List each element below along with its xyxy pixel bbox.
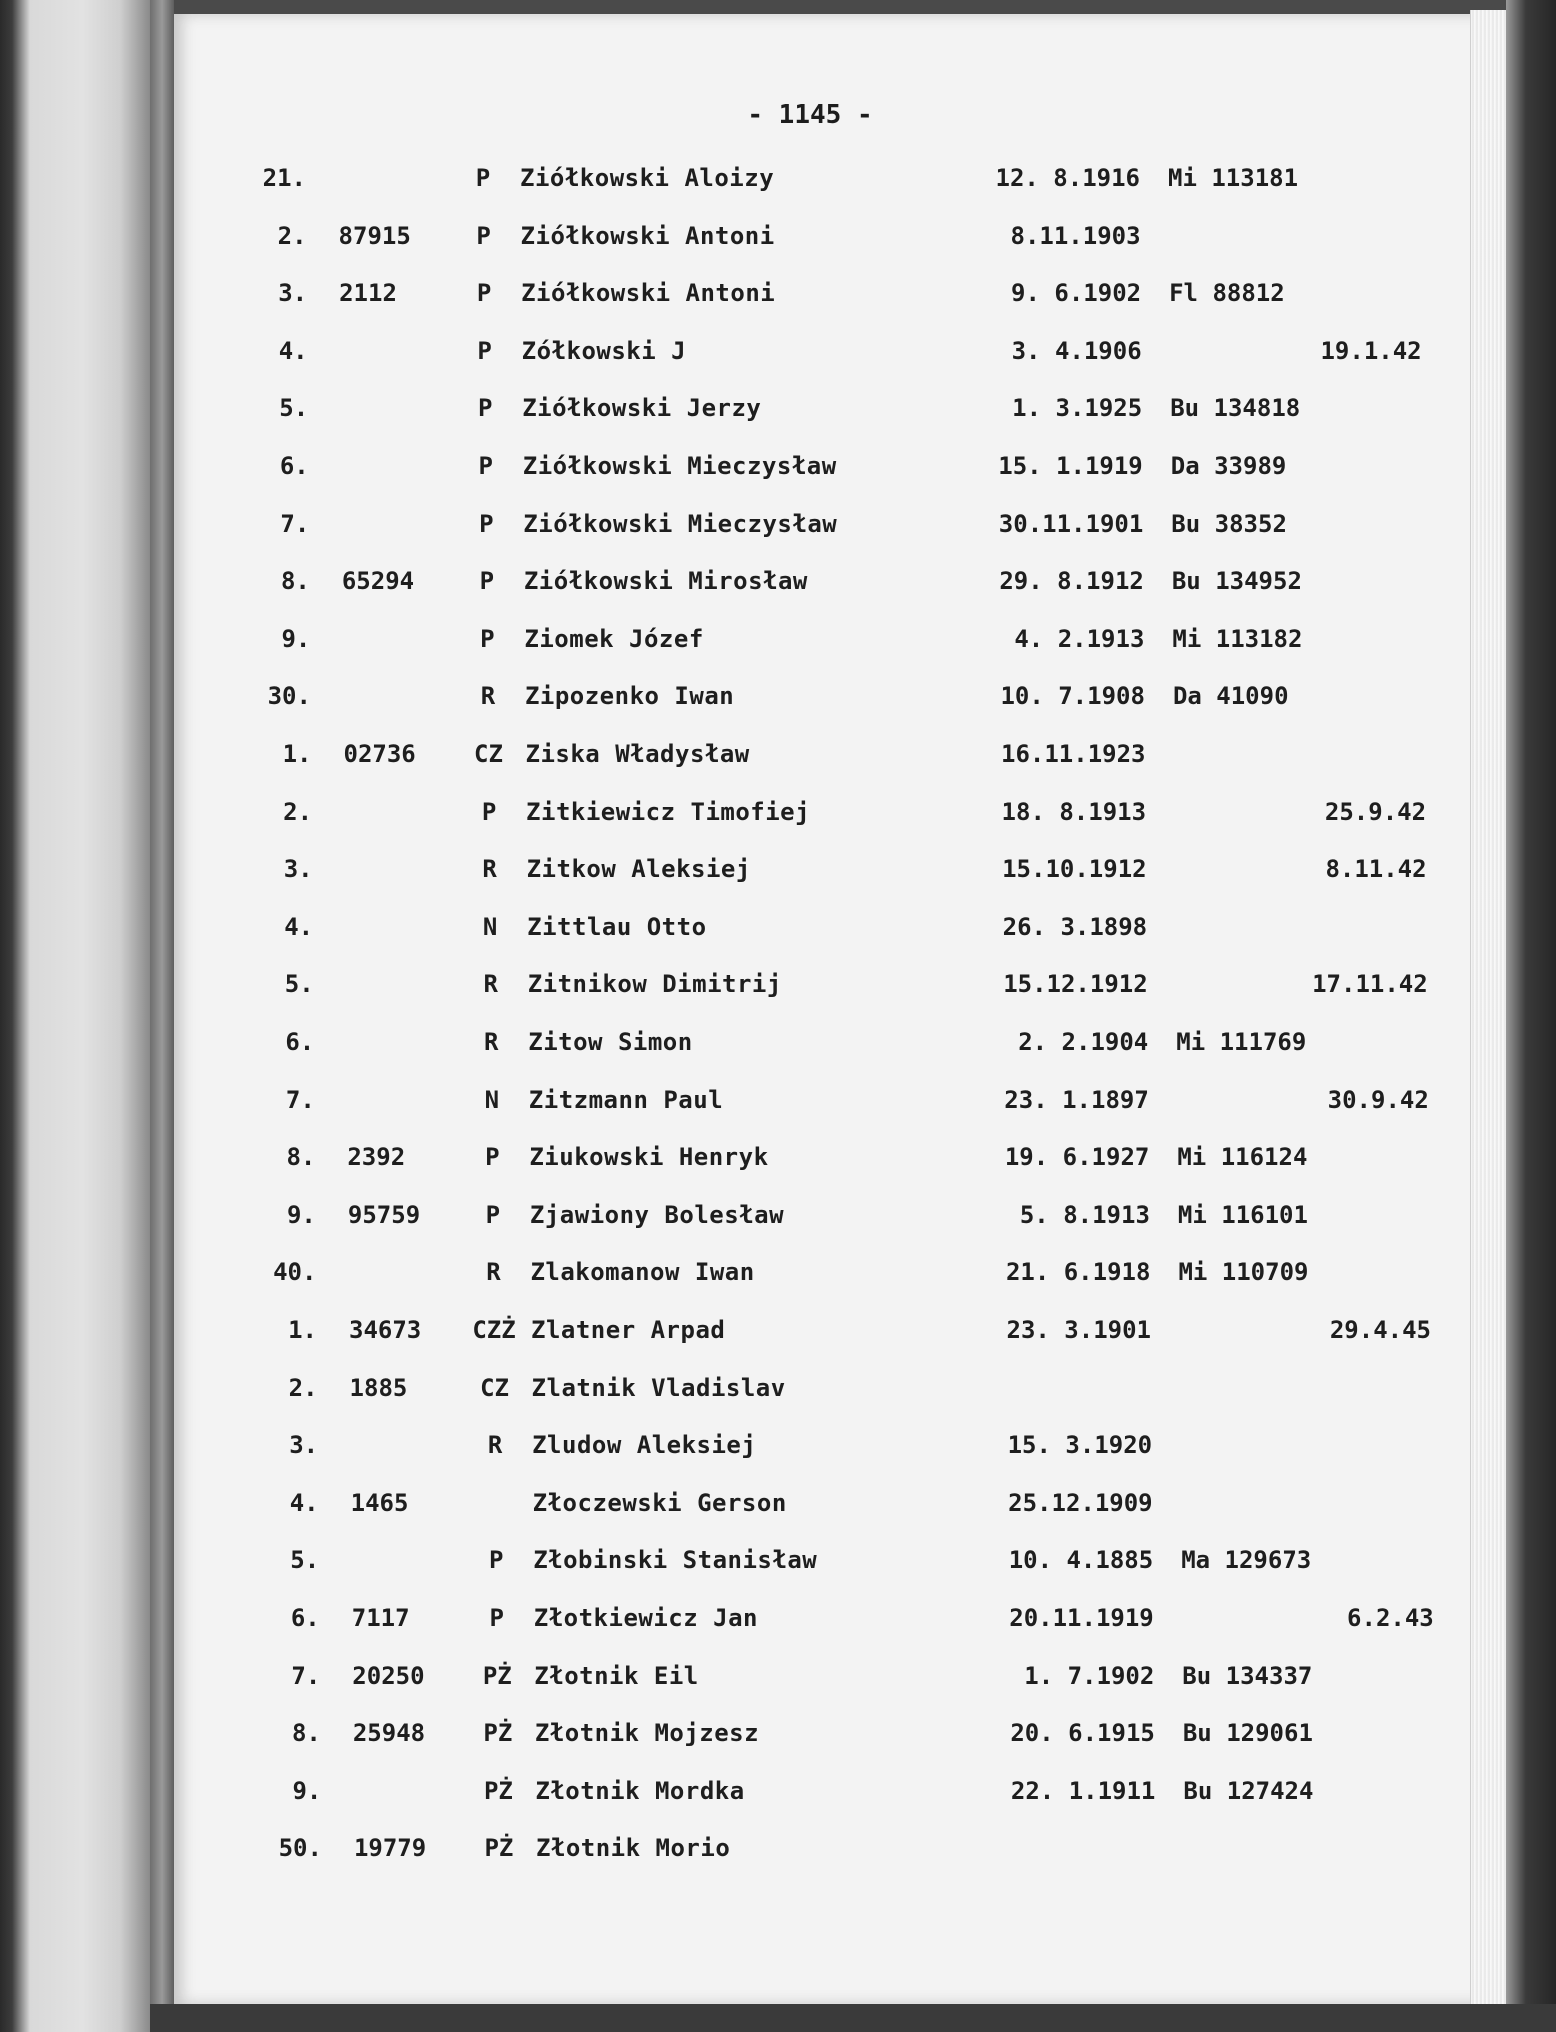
birth-date: 22. 1.1911	[1010, 1776, 1156, 1805]
nationality-code: P	[488, 1546, 504, 1575]
birth-date: 15.10.1912	[1002, 855, 1147, 884]
birth-date: 18. 8.1913	[1001, 797, 1147, 826]
nationality-code: P	[477, 394, 493, 423]
person-name: Zipozenko Iwan	[524, 682, 735, 711]
person-name: Złotkiewicz Jan	[533, 1604, 758, 1632]
table-row	[14, 1656, 1454, 1696]
row-number: 8.	[280, 567, 310, 596]
nationality-code: PŻ	[483, 1776, 513, 1805]
person-name: Zitzmann Paul	[528, 1085, 724, 1114]
person-name: Złotnik Mojzesz	[534, 1719, 760, 1748]
person-name: Zitkow Aleksiej	[526, 855, 751, 884]
birth-date: 2. 2.1904	[1018, 1028, 1149, 1056]
nationality-code: CZ	[480, 1373, 509, 1402]
death-date: 30.9.42	[1327, 1085, 1429, 1114]
birth-date: 8.11.1903	[1010, 221, 1141, 250]
nationality-code: CZ	[474, 740, 503, 768]
prisoner-number: 7117	[351, 1604, 410, 1632]
person-name: Zlatner Arpad	[531, 1316, 726, 1344]
nationality-code: R	[483, 970, 498, 999]
birth-date: 21. 6.1918	[1005, 1258, 1151, 1287]
birth-date: 10. 7.1908	[1000, 682, 1145, 711]
table-row	[4, 561, 1444, 601]
person-name: Zlakomanow Iwan	[530, 1258, 755, 1287]
page-stack-edge	[1470, 10, 1507, 2008]
nationality-code: P	[481, 797, 497, 826]
nationality-code: N	[484, 1085, 500, 1114]
row-number: 6.	[279, 452, 309, 480]
row-number: 3.	[289, 1431, 319, 1460]
table-row	[1, 273, 1441, 313]
table-row	[9, 1080, 1449, 1120]
reference-code: Bu 38352	[1171, 509, 1287, 538]
birth-date: 3. 4.1906	[1011, 336, 1142, 365]
nationality-code: R	[480, 682, 496, 711]
row-number: 4.	[278, 336, 308, 365]
row-number: 30.	[267, 682, 311, 711]
death-date: 6.2.43	[1347, 1604, 1434, 1632]
birth-date: 26. 3.1898	[1002, 912, 1148, 941]
table-row	[4, 619, 1444, 659]
reference-code: Mi 110709	[1178, 1258, 1309, 1287]
table-row	[6, 792, 1446, 832]
person-name: Ziółkowski Mieczysław	[522, 452, 837, 480]
table-row	[15, 1713, 1455, 1753]
table-row	[12, 1425, 1452, 1465]
birth-date: 15. 3.1920	[1007, 1431, 1153, 1460]
death-date: 8.11.42	[1325, 855, 1427, 884]
reference-code: Bu 127424	[1183, 1776, 1314, 1805]
scanner-frame-bottom	[150, 2004, 1556, 2032]
person-name: Zittlau Otto	[527, 912, 707, 941]
person-name: Złobinski Stanisław	[533, 1546, 818, 1575]
person-name: Ziółkowski Antoni	[521, 279, 776, 308]
birth-date: 30.11.1901	[998, 509, 1144, 538]
nationality-code: R	[484, 1028, 499, 1056]
scanner-frame-right	[1506, 0, 1556, 2032]
prisoner-number: 1885	[349, 1373, 408, 1402]
table-row	[1, 216, 1441, 256]
nationality-code: P	[476, 279, 492, 308]
person-name: Zitow Simon	[528, 1028, 693, 1056]
row-number: 3.	[278, 279, 308, 308]
reference-code: Ma 129673	[1181, 1546, 1312, 1575]
birth-date: 25.12.1909	[1008, 1488, 1153, 1517]
reference-code: Bu 134337	[1182, 1661, 1313, 1690]
nationality-code: P	[476, 221, 491, 250]
row-number: 9.	[281, 624, 311, 653]
table-row	[0, 158, 1440, 198]
birth-date: 1. 7.1902	[1024, 1661, 1155, 1690]
table-row	[3, 446, 1443, 486]
birth-date: 5. 8.1913	[1019, 1200, 1150, 1229]
birth-date: 29. 8.1912	[999, 567, 1144, 596]
page-number: - 1145 -	[747, 100, 873, 130]
row-number: 9.	[292, 1776, 322, 1805]
prisoner-number: 2392	[347, 1143, 406, 1172]
prisoner-number: 95759	[347, 1200, 421, 1229]
person-name: Zitkiewicz Timofiej	[526, 797, 811, 826]
prisoner-number: 87915	[338, 221, 411, 250]
reference-code: Mi 116124	[1177, 1143, 1308, 1172]
nationality-code: CZŻ	[472, 1316, 516, 1344]
reference-code: Da 33989	[1170, 452, 1287, 480]
nationality-code: N	[482, 912, 498, 941]
table-row	[9, 1137, 1449, 1177]
birth-date: 4. 2.1913	[1014, 624, 1145, 653]
reference-code: Mi 113181	[1168, 164, 1299, 192]
person-name: Ziółkowski Aloizy	[520, 164, 775, 192]
nationality-code: R	[482, 855, 497, 884]
birth-date: 15.12.1912	[1003, 970, 1148, 999]
reference-code: Bu 134952	[1171, 567, 1302, 596]
prisoner-number: 1465	[350, 1488, 409, 1517]
table-row	[11, 1310, 1451, 1350]
row-number: 5.	[290, 1546, 320, 1575]
table-row	[10, 1252, 1450, 1292]
nationality-code: PŻ	[482, 1661, 512, 1690]
nationality-code: PŻ	[483, 1719, 513, 1748]
birth-date: 23. 3.1901	[1006, 1316, 1151, 1344]
reference-code: Mi 116101	[1177, 1200, 1308, 1229]
person-name: Ziółkowski Antoni	[520, 221, 775, 250]
row-number: 4.	[289, 1488, 319, 1517]
reference-code: Bu 134818	[1170, 394, 1301, 423]
table-row	[6, 734, 1446, 774]
birth-date: 23. 1.1897	[1004, 1085, 1149, 1114]
person-name: Ziomek Józef	[524, 624, 704, 653]
reference-code: Da 41090	[1172, 682, 1289, 711]
reference-code: Mi 111769	[1176, 1028, 1307, 1056]
prisoner-number: 02736	[343, 740, 416, 768]
reference-code: Fl 88812	[1169, 279, 1285, 308]
row-number: 40.	[273, 1258, 317, 1287]
table-row	[13, 1483, 1453, 1523]
reference-code: Mi 113182	[1172, 624, 1303, 653]
person-name: Złotnik Mordka	[535, 1776, 745, 1805]
table-row	[10, 1195, 1450, 1235]
nationality-code: P	[477, 336, 492, 365]
prisoner-number: 2112	[339, 279, 397, 308]
person-name: Zjawiony Bolesław	[529, 1200, 785, 1229]
table-row	[2, 331, 1442, 371]
nationality-code: P	[485, 1200, 501, 1229]
person-name: Zludow Aleksiej	[532, 1431, 757, 1460]
row-number: 50.	[278, 1834, 322, 1863]
row-number: 2.	[277, 221, 307, 250]
nationality-code: P	[479, 567, 495, 596]
row-number: 7.	[285, 1085, 315, 1114]
row-number: 9.	[286, 1200, 316, 1229]
birth-date: 15. 1.1919	[998, 452, 1143, 480]
row-number: 8.	[291, 1719, 321, 1748]
person-name: Ziukowski Henryk	[529, 1143, 769, 1172]
table-row	[15, 1771, 1455, 1811]
table-row	[5, 676, 1445, 716]
person-name: Ziółkowski Mieczysław	[523, 509, 838, 538]
row-number: 1.	[288, 1316, 317, 1344]
table-row	[2, 388, 1442, 428]
table-row	[8, 964, 1448, 1004]
birth-date: 10. 4.1885	[1008, 1546, 1154, 1575]
row-number: 5.	[284, 970, 314, 999]
table-row	[7, 907, 1447, 947]
person-name: Ziska Władysław	[525, 740, 750, 768]
nationality-code: P	[489, 1604, 504, 1632]
prisoner-number: 34673	[349, 1316, 422, 1344]
nationality-code: P	[479, 509, 494, 538]
person-name: Zółkowski J	[521, 336, 687, 365]
reference-code: Bu 129061	[1182, 1719, 1313, 1748]
nationality-code: P	[480, 624, 495, 653]
row-number: 7.	[291, 1661, 321, 1690]
death-date: 19.1.42	[1320, 336, 1422, 365]
prisoner-number: 20250	[352, 1661, 425, 1690]
row-number: 2.	[288, 1373, 318, 1402]
nationality-code: R	[486, 1258, 501, 1287]
row-number: 21.	[262, 164, 306, 192]
death-date: 29.4.45	[1329, 1316, 1431, 1344]
person-name: Złotnik Morio	[535, 1834, 731, 1863]
birth-date: 16.11.1923	[1001, 740, 1146, 768]
row-number: 6.	[285, 1028, 315, 1056]
table-row	[3, 504, 1443, 544]
person-name: Zlatnik Vladislav	[531, 1373, 786, 1402]
table-row	[14, 1598, 1454, 1638]
row-number: 4.	[284, 912, 314, 941]
table-row	[8, 1022, 1448, 1062]
table-row	[12, 1368, 1452, 1408]
birth-date: 9. 6.1902	[1011, 279, 1142, 308]
death-date: 25.9.42	[1324, 797, 1427, 826]
row-number: 1.	[282, 740, 312, 768]
person-name: Zitnikow Dimitrij	[527, 970, 782, 999]
person-name: Ziółkowski Jerzy	[522, 394, 762, 423]
birth-date: 12. 8.1916	[995, 164, 1140, 192]
row-number: 3.	[283, 855, 313, 884]
table-row	[16, 1828, 1456, 1868]
nationality-code: P	[475, 164, 491, 192]
birth-date: 20. 6.1915	[1010, 1719, 1155, 1748]
row-number: 8.	[286, 1143, 316, 1172]
prisoner-number: 65294	[341, 567, 415, 596]
table-row	[7, 849, 1447, 889]
row-number: 5.	[279, 394, 309, 423]
prisoner-number: 25948	[352, 1719, 426, 1748]
person-name: Złotnik Eil	[534, 1661, 699, 1690]
birth-date: 1. 3.1925	[1012, 394, 1143, 423]
birth-date: 19. 6.1927	[1004, 1143, 1150, 1172]
death-date: 17.11.42	[1312, 970, 1428, 999]
row-number: 6.	[290, 1604, 320, 1632]
nationality-code: PŻ	[484, 1834, 514, 1863]
birth-date: 20.11.1919	[1009, 1604, 1154, 1632]
nationality-code: P	[478, 452, 493, 480]
person-name: Złoczewski Gerson	[532, 1488, 787, 1517]
person-name: Ziółkowski Mirosław	[523, 567, 808, 596]
table-row	[13, 1540, 1453, 1580]
prisoner-number: 19779	[353, 1834, 427, 1863]
nationality-code: R	[487, 1431, 503, 1460]
row-number: 2.	[283, 797, 313, 826]
row-number: 7.	[280, 509, 310, 538]
nationality-code: P	[485, 1143, 500, 1172]
